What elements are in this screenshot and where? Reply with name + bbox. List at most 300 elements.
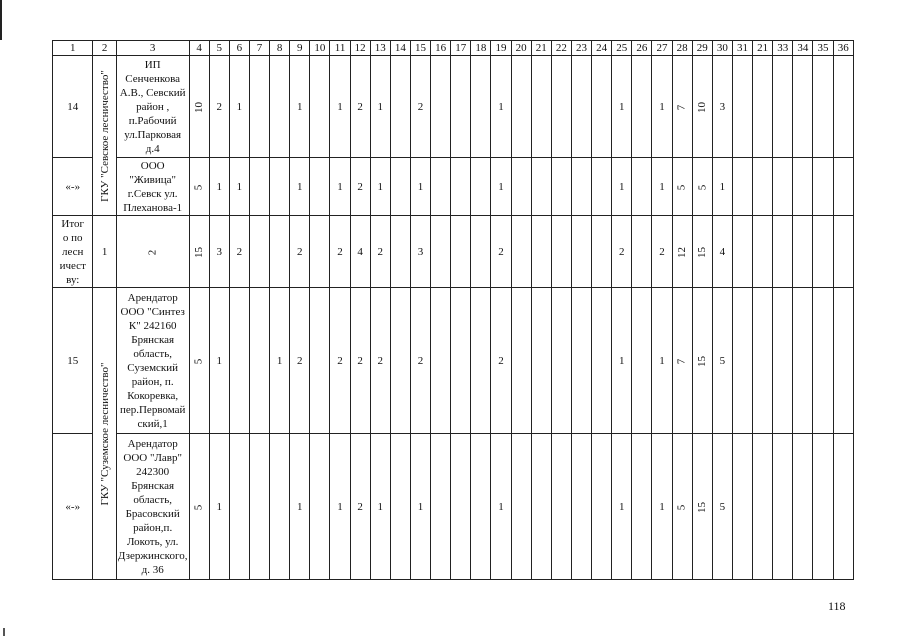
value-cell-col-25 [612, 158, 632, 216]
value-cell-col-8 [270, 158, 290, 216]
column-number-header: 30 [712, 41, 732, 56]
value-text: 2 [377, 354, 384, 367]
value-cell-col-29 [692, 158, 712, 216]
value-cell-col-30 [712, 56, 732, 158]
value-cell-col-10 [310, 158, 330, 216]
value-cell-col-36 [833, 216, 853, 288]
value-cell-col-9 [290, 216, 310, 288]
value-cell-col-17 [451, 56, 471, 158]
value-cell-col-11 [330, 288, 350, 434]
value-cell-col-29 [692, 434, 712, 580]
value-cell-col-24 [592, 216, 612, 288]
value-cell-col-11 [330, 434, 350, 580]
value-text: 1 [498, 180, 504, 193]
page-number: 118 [828, 599, 846, 613]
value-cell-col-13 [370, 56, 390, 158]
value-cell-col-34 [793, 158, 813, 216]
value-cell-col-36 [833, 158, 853, 216]
value-text: 1 [498, 500, 504, 513]
total-col3: 2 [146, 249, 159, 255]
column-number-header: 28 [672, 41, 692, 56]
column-number-header: 6 [229, 41, 249, 56]
org-line: Кокоревка, [127, 389, 179, 402]
value-cell-col-16 [431, 158, 451, 216]
value-cell-col-28 [672, 56, 692, 158]
value-cell-col-34 [793, 216, 813, 288]
value-cell-col-12 [350, 216, 370, 288]
total-label-line: о по [62, 231, 83, 244]
value-cell-col-26 [632, 158, 652, 216]
value-text: 1 [216, 180, 223, 193]
value-cell-col-20 [511, 158, 531, 216]
org-line: ООО "Лавр" [123, 451, 182, 464]
value-cell-col-13 [370, 158, 390, 216]
column-number-header: 2 [93, 41, 116, 56]
column-number-header: 8 [270, 41, 290, 56]
value-text: 15 [695, 246, 708, 258]
value-cell-col-29 [692, 288, 712, 434]
value-cell-col-10 [310, 216, 330, 288]
value-text: 1 [659, 500, 665, 513]
org-line: д.4 [145, 142, 160, 155]
value-cell-col-13 [370, 288, 390, 434]
value-cell-col-25 [612, 288, 632, 434]
value-cell-col-13 [370, 216, 390, 288]
value-cell-col-31 [732, 434, 752, 580]
column-number-header: 21 [753, 41, 773, 56]
value-cell-col-29 [692, 216, 712, 288]
table-row [53, 434, 854, 580]
value-cell-col-31 [732, 216, 752, 288]
value-cell-col-34 [793, 434, 813, 580]
value-cell-col-28 [672, 288, 692, 434]
value-cell-col-27 [652, 434, 672, 580]
value-cell-col-7 [249, 434, 269, 580]
value-cell-col-17 [451, 434, 471, 580]
org-line: область, [133, 347, 172, 360]
value-cell-col-8 [270, 216, 290, 288]
column-number-header: 4 [189, 41, 209, 56]
column-number-header: 20 [511, 41, 531, 56]
value-text: 15 [192, 246, 205, 258]
value-text: 2 [498, 245, 504, 258]
total-label-line: Итог [61, 217, 85, 230]
value-text: 2 [297, 354, 303, 367]
value-cell-col-15 [410, 434, 430, 580]
value-cell-col-29 [692, 56, 712, 158]
value-cell-col-17 [451, 216, 471, 288]
total-row [53, 216, 854, 288]
value-cell-col-14 [390, 216, 410, 288]
column-number-header: 18 [471, 41, 491, 56]
value-cell-col-35 [813, 158, 833, 216]
org-line: "Живица" [129, 173, 176, 186]
value-cell-col-9 [290, 56, 310, 158]
value-cell-col-22 [551, 56, 571, 158]
value-cell-col-36 [833, 288, 853, 434]
value-cell-col-12 [350, 158, 370, 216]
value-text: 5 [675, 504, 688, 510]
value-cell-col-32 [753, 158, 773, 216]
column-number-header: 27 [652, 41, 672, 56]
value-cell-col-27 [652, 288, 672, 434]
column-number-header: 36 [833, 41, 853, 56]
value-text: 1 [659, 354, 665, 367]
value-text: 3 [417, 245, 424, 258]
value-cell-col-32 [753, 56, 773, 158]
total-label-line: ичест [59, 259, 86, 272]
column-number-header: 13 [370, 41, 390, 56]
total-col2: 1 [93, 216, 116, 288]
value-cell-col-22 [551, 434, 571, 580]
value-cell-col-6 [229, 56, 249, 158]
org-address-cell [116, 158, 189, 216]
forestry-name: ГКУ "Суземское лесничество" [98, 362, 111, 505]
value-cell-col-6 [229, 158, 249, 216]
column-number-header: 16 [431, 41, 451, 56]
value-text: 1 [417, 500, 424, 513]
value-cell-col-33 [773, 434, 793, 580]
value-text: 2 [216, 100, 223, 113]
value-text: 1 [719, 180, 726, 193]
column-number-header: 19 [491, 41, 511, 56]
org-line: д. 36 [141, 563, 164, 576]
value-cell-col-23 [571, 56, 591, 158]
value-text: 10 [695, 101, 708, 113]
column-number-header: 33 [773, 41, 793, 56]
value-cell-col-9 [290, 288, 310, 434]
value-cell-col-31 [732, 56, 752, 158]
value-cell-col-22 [551, 216, 571, 288]
value-cell-col-9 [290, 434, 310, 580]
value-cell-col-21 [531, 434, 551, 580]
value-cell-col-24 [592, 434, 612, 580]
value-cell-col-5 [209, 434, 229, 580]
value-cell-col-25 [612, 56, 632, 158]
value-cell-col-35 [813, 434, 833, 580]
value-cell-col-5 [209, 288, 229, 434]
org-line: К" 242160 [128, 319, 177, 332]
value-cell-col-6 [229, 434, 249, 580]
column-number-header: 31 [732, 41, 752, 56]
column-number-header: 22 [551, 41, 571, 56]
value-cell-col-23 [571, 216, 591, 288]
value-cell-col-20 [511, 288, 531, 434]
value-cell-col-15 [410, 158, 430, 216]
value-cell-col-12 [350, 56, 370, 158]
value-cell-col-4 [189, 434, 209, 580]
org-line: ИП [144, 58, 161, 71]
value-text: 1 [216, 500, 223, 513]
value-cell-col-4 [189, 158, 209, 216]
value-cell-col-6 [229, 216, 249, 288]
value-cell-col-16 [431, 216, 451, 288]
value-cell-col-4 [189, 216, 209, 288]
value-cell-col-21 [531, 216, 551, 288]
column-number-header: 7 [249, 41, 269, 56]
value-text: 5 [192, 504, 205, 510]
value-text: 2 [659, 245, 665, 258]
org-address-cell [116, 288, 189, 434]
value-cell-col-21 [531, 158, 551, 216]
total-col3-cell [116, 216, 189, 288]
value-text: 1 [236, 180, 243, 193]
value-text: 7 [675, 358, 688, 364]
value-cell-col-26 [632, 216, 652, 288]
row-id: «-» [53, 158, 93, 216]
value-text: 1 [377, 180, 384, 193]
value-text: 5 [192, 358, 205, 364]
total-label-line: лесн [62, 245, 84, 258]
value-cell-col-18 [471, 216, 491, 288]
value-cell-col-15 [410, 56, 430, 158]
value-cell-col-22 [551, 158, 571, 216]
value-cell-col-18 [471, 56, 491, 158]
org-line: область, [133, 493, 172, 506]
value-cell-col-16 [431, 56, 451, 158]
org-address-cell [116, 56, 189, 158]
value-cell-col-4 [189, 288, 209, 434]
value-cell-col-7 [249, 288, 269, 434]
value-cell-col-32 [753, 434, 773, 580]
value-text: 5 [695, 184, 708, 190]
value-text: 1 [619, 100, 625, 113]
value-cell-col-17 [451, 288, 471, 434]
value-cell-col-25 [612, 216, 632, 288]
column-number-header: 24 [592, 41, 612, 56]
value-text: 2 [357, 500, 363, 513]
column-number-header: 25 [612, 41, 632, 56]
value-cell-col-16 [431, 434, 451, 580]
value-cell-col-14 [390, 434, 410, 580]
column-number-header: 29 [692, 41, 712, 56]
value-cell-col-5 [209, 56, 229, 158]
value-text: 1 [619, 500, 625, 513]
value-cell-col-30 [712, 288, 732, 434]
value-cell-col-23 [571, 158, 591, 216]
value-text: 2 [357, 180, 363, 193]
value-cell-col-10 [310, 288, 330, 434]
table-row [53, 56, 854, 158]
value-cell-col-28 [672, 216, 692, 288]
row-id: «-» [53, 434, 93, 580]
value-text: 1 [619, 354, 625, 367]
value-cell-col-20 [511, 216, 531, 288]
value-cell-col-23 [571, 434, 591, 580]
row-id: 15 [53, 288, 93, 434]
column-number-header: 3 [116, 41, 189, 56]
value-cell-col-20 [511, 434, 531, 580]
value-cell-col-22 [551, 288, 571, 434]
value-cell-col-10 [310, 56, 330, 158]
org-line: А.В., Севский [119, 86, 186, 99]
value-cell-col-32 [753, 216, 773, 288]
value-text: 2 [297, 245, 303, 258]
value-cell-col-11 [330, 56, 350, 158]
value-cell-col-19 [491, 158, 511, 216]
value-cell-col-28 [672, 158, 692, 216]
org-line: район , [136, 100, 170, 113]
value-cell-col-8 [270, 434, 290, 580]
value-cell-col-20 [511, 56, 531, 158]
value-text: 1 [236, 100, 243, 113]
value-cell-col-7 [249, 216, 269, 288]
value-cell-col-30 [712, 216, 732, 288]
value-cell-col-32 [753, 288, 773, 434]
value-text: 1 [417, 180, 424, 193]
value-cell-col-23 [571, 288, 591, 434]
value-text: 10 [192, 101, 205, 113]
value-text: 4 [357, 245, 363, 258]
column-number-header: 11 [330, 41, 350, 56]
value-cell-col-24 [592, 56, 612, 158]
value-cell-col-13 [370, 434, 390, 580]
value-text: 2 [236, 245, 243, 258]
value-cell-col-21 [531, 288, 551, 434]
value-cell-col-21 [531, 56, 551, 158]
value-cell-col-31 [732, 288, 752, 434]
value-text: 2 [417, 354, 424, 367]
value-cell-col-33 [773, 56, 793, 158]
org-line: район, п. [131, 375, 174, 388]
value-cell-col-27 [652, 216, 672, 288]
org-line: Брасовский [125, 507, 180, 520]
value-text: 1 [297, 100, 303, 113]
column-number-header: 9 [290, 41, 310, 56]
value-text: 5 [675, 184, 688, 190]
column-number-header: 5 [209, 41, 229, 56]
value-text: 5 [192, 184, 205, 190]
value-cell-col-7 [249, 56, 269, 158]
value-text: 5 [719, 500, 726, 513]
value-cell-col-5 [209, 216, 229, 288]
value-text: 2 [377, 245, 384, 258]
org-line: Арендатор [127, 437, 178, 450]
org-line: Брянская [131, 479, 175, 492]
value-text: 7 [675, 104, 688, 110]
value-cell-col-33 [773, 158, 793, 216]
org-line: Дзержинского, [117, 549, 188, 562]
value-cell-col-35 [813, 216, 833, 288]
value-text: 2 [417, 100, 424, 113]
org-line: пер.Первомай [119, 403, 186, 416]
value-cell-col-16 [431, 288, 451, 434]
value-cell-col-18 [471, 434, 491, 580]
value-text: 1 [216, 354, 223, 367]
value-text: 1 [297, 180, 303, 193]
value-cell-col-17 [451, 158, 471, 216]
value-cell-col-34 [793, 288, 813, 434]
column-number-header: 10 [310, 41, 330, 56]
value-text: 1 [337, 100, 343, 113]
org-line: Локоть, ул. [126, 535, 179, 548]
value-text: 1 [659, 100, 665, 113]
value-cell-col-6 [229, 288, 249, 434]
scan-edge-dot [3, 628, 5, 636]
value-cell-col-5 [209, 158, 229, 216]
value-text: 2 [337, 354, 343, 367]
value-text: 1 [377, 100, 384, 113]
value-cell-col-34 [793, 56, 813, 158]
forest-usage-table [52, 40, 854, 580]
column-number-header: 23 [571, 41, 591, 56]
value-cell-col-19 [491, 288, 511, 434]
value-text: 1 [659, 180, 665, 193]
org-line: Арендатор [127, 291, 178, 304]
value-cell-col-24 [592, 288, 612, 434]
column-number-header: 17 [451, 41, 471, 56]
value-cell-col-4 [189, 56, 209, 158]
value-cell-col-26 [632, 56, 652, 158]
value-text: 15 [695, 501, 708, 513]
forestry-name-cell [93, 288, 116, 580]
value-cell-col-15 [410, 288, 430, 434]
value-text: 5 [719, 354, 726, 367]
column-number-header: 1 [53, 41, 93, 56]
value-cell-col-24 [592, 158, 612, 216]
value-cell-col-36 [833, 56, 853, 158]
value-cell-col-35 [813, 56, 833, 158]
value-text: 1 [377, 500, 384, 513]
value-cell-col-7 [249, 158, 269, 216]
value-text: 12 [675, 246, 688, 258]
value-text: 1 [297, 500, 303, 513]
table-row [53, 158, 854, 216]
value-cell-col-9 [290, 158, 310, 216]
value-cell-col-33 [773, 216, 793, 288]
column-number-header: 14 [390, 41, 410, 56]
org-line: ООО "Синтез [120, 305, 185, 318]
value-cell-col-14 [390, 288, 410, 434]
value-cell-col-8 [270, 56, 290, 158]
value-cell-col-30 [712, 434, 732, 580]
total-label-cell [53, 216, 93, 288]
value-cell-col-14 [390, 56, 410, 158]
column-number-header: 35 [813, 41, 833, 56]
value-cell-col-35 [813, 288, 833, 434]
value-cell-col-28 [672, 434, 692, 580]
value-cell-col-8 [270, 288, 290, 434]
value-cell-col-10 [310, 434, 330, 580]
value-text: 2 [357, 100, 363, 113]
value-cell-col-26 [632, 434, 652, 580]
value-text: 1 [619, 180, 625, 193]
forestry-name-cell [93, 56, 116, 216]
org-line: ул.Парковая [124, 128, 182, 141]
org-line: Плеханова-1 [123, 201, 183, 214]
org-line: район,п. [133, 521, 173, 534]
column-number-header: 12 [350, 41, 370, 56]
value-text: 2 [337, 245, 343, 258]
org-line: ский,1 [137, 417, 168, 430]
column-number-header-row [53, 41, 854, 56]
value-cell-col-26 [632, 288, 652, 434]
column-number-header: 15 [410, 41, 430, 56]
value-cell-col-30 [712, 158, 732, 216]
value-cell-col-27 [652, 158, 672, 216]
value-cell-col-33 [773, 288, 793, 434]
value-text: 2 [357, 354, 363, 367]
value-cell-col-18 [471, 288, 491, 434]
value-text: 3 [216, 245, 223, 258]
value-cell-col-31 [732, 158, 752, 216]
value-cell-col-27 [652, 56, 672, 158]
value-text: 4 [719, 245, 726, 258]
table-row [53, 288, 854, 434]
value-text: 1 [337, 180, 343, 193]
value-cell-col-15 [410, 216, 430, 288]
column-number-header: 21 [531, 41, 551, 56]
